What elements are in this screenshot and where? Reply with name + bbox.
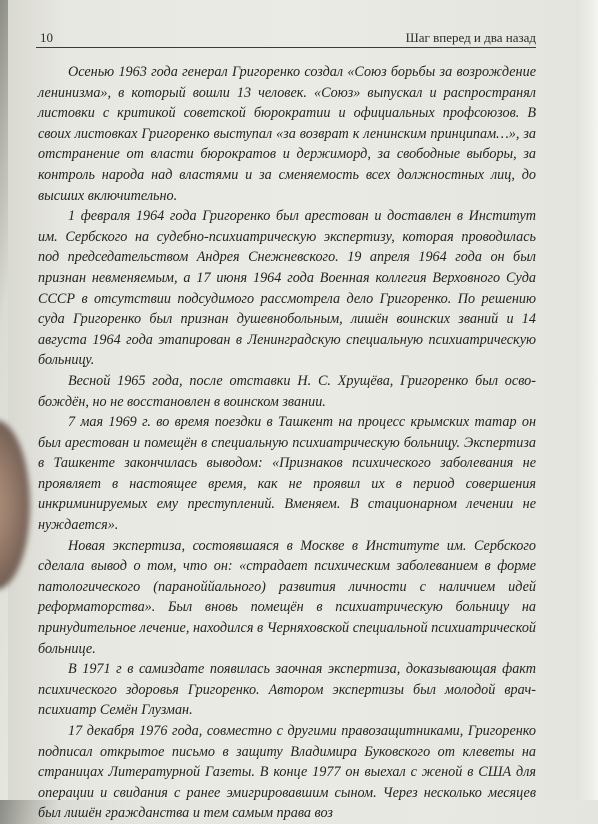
- paragraph: В 1971 г в самиздате появилась заочная экспертиза, доказывающая факт психического здоровья Григоренко. Автором экспертизы был молодой врач-психиатр Семён Глузман.: [38, 661, 536, 719]
- paragraph: Весной 1965 года, после отставки Н. С. Хрущёва, Григоренко был освобождён, но не восстановлен в воинском звании.: [38, 372, 536, 410]
- paragraph: 7 мая 1969 г. во время поездки в Ташкент на процесс крымских татар он был арестован и помещён в специальную психиатрическую больницу. Экспертиза в Ташкенте закончилась выводом: «Признаков психического заболевания не проявляет в настоящее время, как не проявил их в период совершения инкриминируемых ему преступлений. Вменяем. В стационарном лечении не нуждается».: [38, 414, 536, 534]
- book-page: [8, 0, 598, 822]
- paragraph: 17 декабря 1976 года, совместно с другими правозащитниками, Григоренко подписал открытое письмо в защиту Владимира Буковского от клеветы на страницах Литературной Газеты. В конце 1977 он выехал с женой в США для операции и свидания с ранее эмигрировавшим сыном. Через несколько месяцев был лишён гражданства и тем самым права воз: [38, 723, 536, 822]
- page-edge: [578, 0, 598, 800]
- paragraph: Новая экспертиза, состоявшаяся в Москве в Институте им. Сербского сделала вывод о том, что он: «страдает психическим заболеванием в форме патологического (параноййального) развития личности с наличием идей реформаторства». Был вновь помещён в психиатрическую больницу на принудительное лечение, находился в Черняховской специальной психиатрической больнице.: [38, 537, 536, 657]
- running-header: [36, 30, 536, 48]
- running-title: Шаг вперед и два назад: [405, 30, 536, 45]
- paragraph: Осенью 1963 года генерал Григоренко создал «Союз борьбы за возрождение ленинизма», в который вошли 13 человек. «Союз» выпускал и распространял листовки с критикой советской бюрократии и официальных профсоюзов. В своих листовках Григоренко выступал «за возврат к ленинским принципам…», за отстранение от власти бюрократов и держиморд, за свободные выборы, за контроль народа над властями и за сменяемость всех должностных лиц, до высших включительно.: [38, 64, 536, 204]
- header-rule: [36, 47, 536, 48]
- body-text: [38, 62, 536, 824]
- paragraph: 1 февраля 1964 года Григоренко был арестован и доставлен в Институт им. Сербского на судебно-психиатрическую экспертизу, которая проводилась под председательством Андрея Снежневского. 19 апреля 1964 года он был признан невменяемым, а 17 июня 1964 года Военная коллегия Верховного Суда СССР в отсутствии подсудимого рассмотрела дело Григоренко. По решению суда Григоренко был признан душевнобольным, лишён воинских званий и 14 августа 1964 года этапирован в Ленинградскую специальную психиатрическую больницу.: [38, 208, 536, 369]
- page-number: 10: [40, 30, 53, 45]
